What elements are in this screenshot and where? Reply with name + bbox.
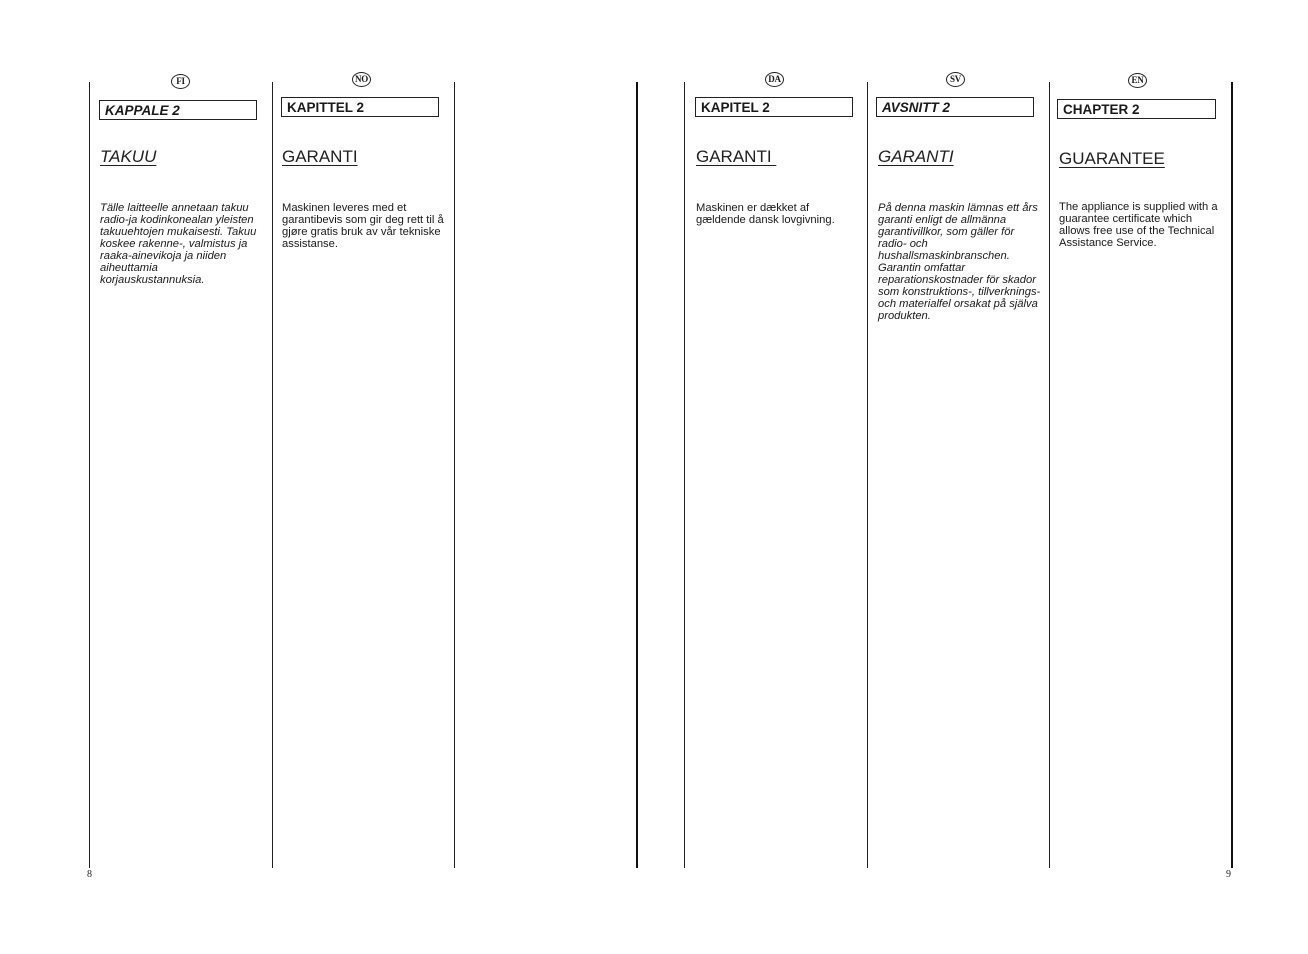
chapter-heading: KAPITEL 2 <box>695 97 853 117</box>
section-title: GARANTI <box>282 147 358 166</box>
section-title: GUARANTEE <box>1059 149 1165 168</box>
chapter-heading: KAPITTEL 2 <box>281 97 439 117</box>
body-paragraph: Maskinen leveres med et garantibevis som gir deg rett til å gjøre gratis bruk av vår tekniske assistanse. <box>282 202 444 250</box>
column-divider <box>1049 82 1050 868</box>
section-title: GARANTI <box>696 147 777 166</box>
left-page-outer-rule <box>89 82 90 868</box>
language-badge-da: DA <box>765 72 784 87</box>
right-page-outer-rule <box>1231 82 1233 868</box>
page-number: 8 <box>87 869 92 880</box>
body-paragraph: The appliance is supplied with a guarantee certificate which allows free use of the Technical Assistance Service. <box>1059 201 1218 249</box>
column-divider <box>684 82 685 868</box>
chapter-heading: KAPPALE 2 <box>99 100 257 120</box>
column-divider <box>272 82 273 868</box>
column-divider <box>867 82 868 868</box>
language-badge-fi: FI <box>171 74 190 89</box>
chapter-heading: CHAPTER 2 <box>1057 99 1216 119</box>
page-spine <box>636 82 638 868</box>
column-divider <box>454 82 455 868</box>
section-title: TAKUU <box>100 147 157 166</box>
page-number: 9 <box>1226 869 1231 880</box>
body-paragraph: På denna maskin lämnas ett års garanti enligt de allmänna garantivillkor, som gäller för radio- och hushallsmaskinbranschen. Garantin omfattar reparationskostnader för skador som konstruktions-, tillverknings- och materialfel orsakat på själva produkten. <box>878 202 1041 322</box>
language-badge-no: NO <box>352 72 371 87</box>
chapter-heading: AVSNITT 2 <box>876 97 1034 117</box>
language-badge-sv: SV <box>946 72 965 87</box>
body-paragraph: Tälle laitteelle annetaan takuu radio-ja kodinkonealan yleisten takuuehtojen mukaisesti. Takuu koskee rakenne-, valmistus ja raaka-ainevikoja ja niiden aiheuttamia korjauskustannuksia. <box>100 202 257 286</box>
language-badge-en: EN <box>1128 73 1147 88</box>
section-title: GARANTI <box>878 147 954 166</box>
body-paragraph: Maskinen er dækket af gældende dansk lovgivning. <box>696 202 835 226</box>
